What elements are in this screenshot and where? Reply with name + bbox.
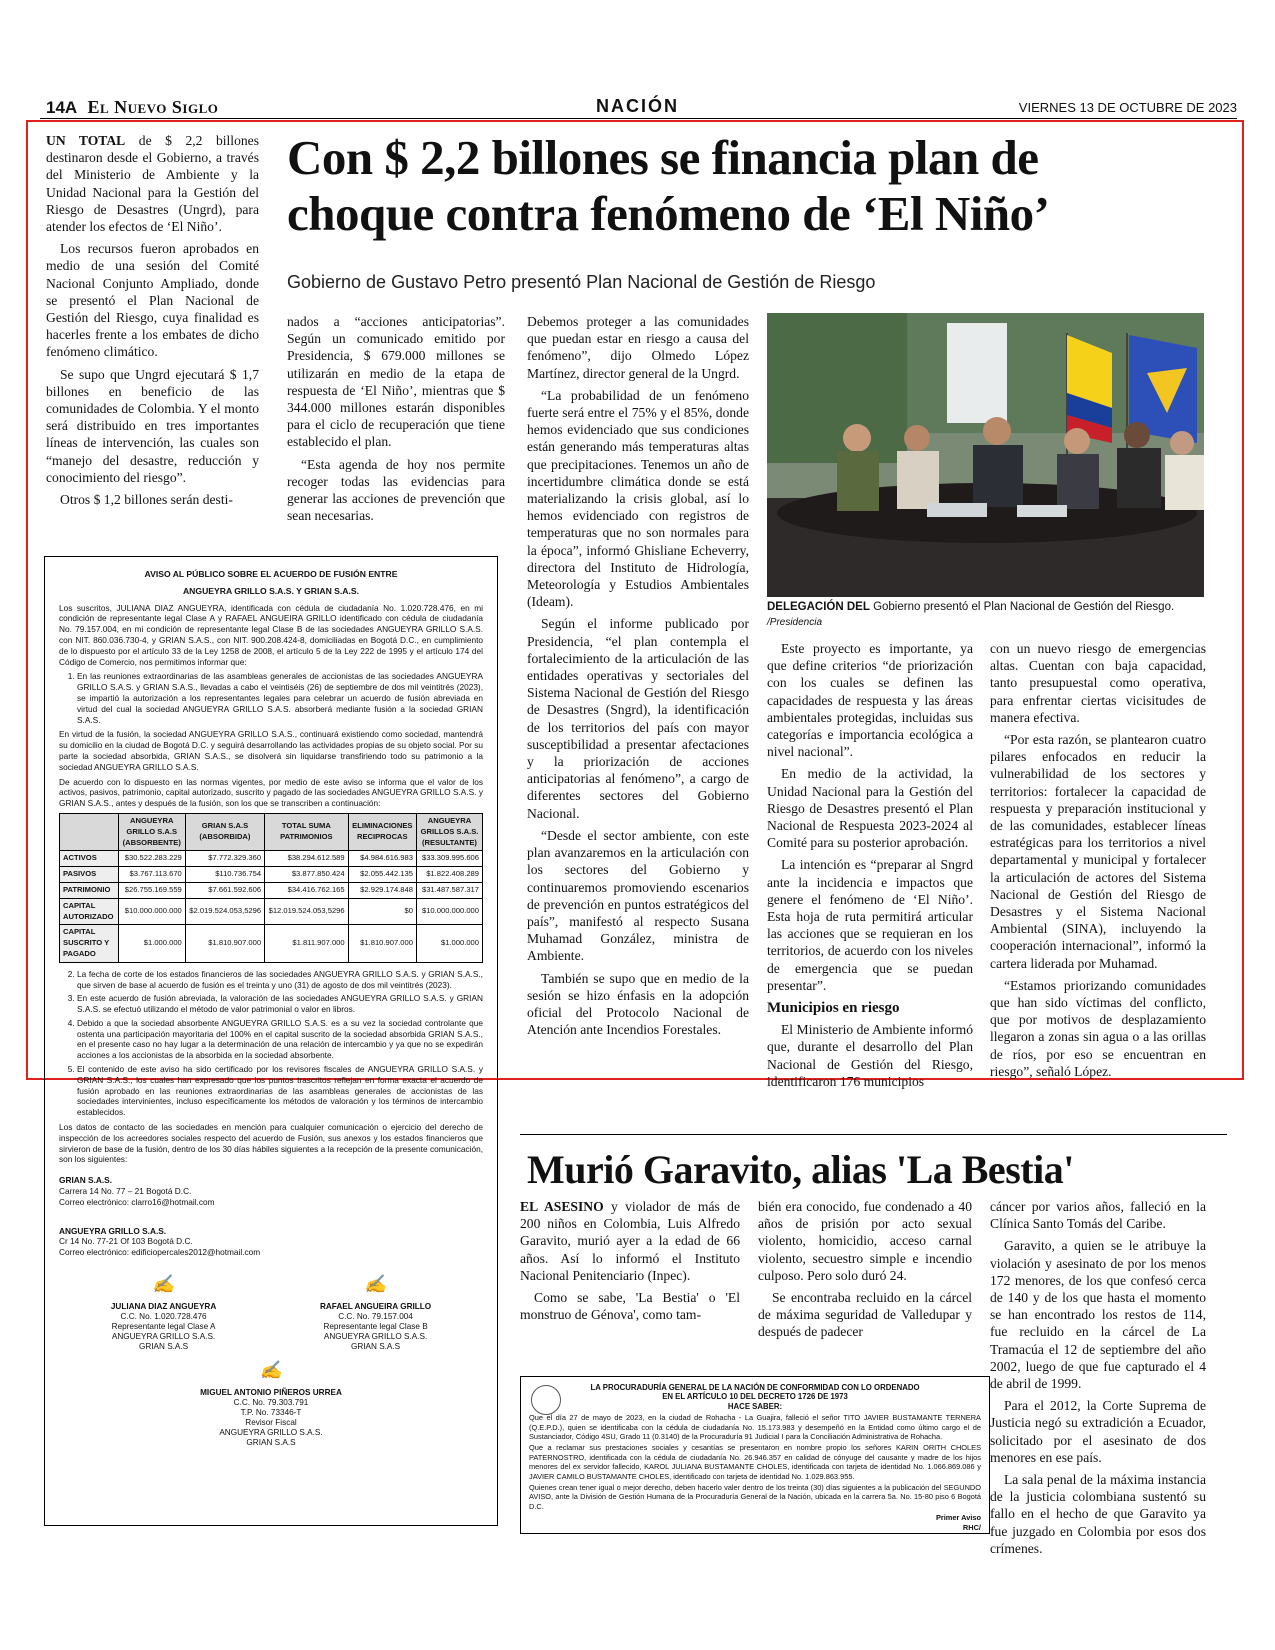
caption-lead: DELEGACIÓN DEL [767, 601, 870, 613]
table-row: CAPITAL AUTORIZADO $10.000.000.000 $2.019.524.053,5296 $12.019.524.053,5296 $0 $10.000.000.000 [60, 898, 483, 925]
proc-paragraph: Quienes crean tener igual o mejor derecho, deben hacerlo valer dentro de los treinta (30) días siguientes a la publicación del SEGUNDO AVISO, ante la División de Gestión Humana de la Procuraduría General de la Nación, ubicada en la carrera 5a. No. 15-80 piso 6 Bogotá D.C. [529, 1483, 981, 1511]
notice-paragraph: En virtud de la fusión, la sociedad ANGUEYRA GRILLO S.A.S., continuará existiendo como sociedad, mantendrá su domicilio en la ciudad de Bogotá D.C. y seguirá desarrollando las actividades propias de su objeto social. Por su parte la sociedad absorbida, GRIAN S.A.S., se disolverá sin liquidarse transfiriendo todo su patrimonio a la sociedad ANGUEYRA GRILLO S.A.S. [59, 729, 483, 772]
signature-block: ✍ MIGUEL ANTONIO PIÑEROS URREA C.C. No. 79.303.791 T.P. No. 73346-T Revisor Fiscal ANGUEYRA GRILLO S.A.S. GRIAN S.A.S [59, 1366, 483, 1448]
paragraph: Debemos proteger a las comunidades que puedan estar en riesgo a causa del fenómeno”, dijo Olmedo López Martínez, director general de la Ungrd. [527, 314, 749, 381]
table-row: PASIVOS $3.767.113.670 $110.736.754 $3.877.850.424 $2.055.442.135 $1.822.408.289 [60, 867, 483, 883]
header-rule [40, 118, 1237, 119]
table-header: ELIMINACIONES RECIPROCAS [348, 813, 416, 850]
signature-mark: ✍ [364, 1274, 387, 1296]
paragraph: UN TOTAL de $ 2,2 billones destinaron desde el Gobierno, a través del Ministerio de Ambiente y la Unidad Nacional para la Gestión del Riesgo de Desastres (Ungrd), para atender los efectos de ‘El Niño’. [46, 133, 259, 235]
bottom-column-1 [520, 1198, 740, 1328]
paragraph: Para el 2012, la Corte Suprema de Justicia negó su extradición a Ecuador, solicitado por el asesinato de dos menores en ese país. [990, 1398, 1206, 1465]
paragraph: Los recursos fueron aprobados en medio de una sesión del Comité Nacional Conjunto Ampliado, donde se presentó el Plan Nacional de Gestión del Riesgo, cuya finalidad es hacerles frente a los embates de dicho fenómeno climático. [46, 241, 259, 360]
masthead: El Nuevo Siglo [87, 97, 219, 117]
paragraph: bién era conocido, fue condenado a 40 años de prisión por acto sexual violento, homicidio, acceso carnal violento, secuestro simple e incendio culposo. Pero solo duró 24. [758, 1199, 972, 1283]
notice-list-1 [59, 671, 483, 725]
paragraph: “Por esta razón, se plantearon cuatro pilares enfocados en reducir la vulnerabilidad de los sectores y territorios: fortalecer la capacidad de respuesta y preparación institucional y de las comunidades, establecer líneas estratégicas para los territorios a nivel departamental y municipal y fortalecer la articulación de actores del Sistema Nacional de Gestión del Riesgo de Desastres y el Sistema Nacional Ambiental (SINA), incluyendo la cooperación internacional”, informó la cartera liderada por Muhamad. [990, 732, 1206, 971]
bottom-column-3 [990, 1198, 1206, 1562]
table-header: ANGUEYRA GRILLO S.A.S (ABSORBENTE) [118, 813, 185, 850]
paragraph: Garavito, a quien se le atribuye la violación y asesinato de por los menos 172 menores, de los que confesó cerca de 140 y de los que hasta el momento se han encontrado los restos de 114, fue recluido en la cárcel de La Tramacúa el 12 de septiembre del año 2002, luego de que fue capturado el 4 de abril de 1999. [990, 1238, 1206, 1392]
paragraph: Otros $ 1,2 billones serán desti- [60, 492, 233, 508]
signature-block: ✍ RAFAEL ANGUEIRA GRILLO C.C. No. 79.157.004 Representante legal Clase B ANGUEYRA GRILLO S.A.S. GRIAN S.A.S [319, 1274, 432, 1352]
bottom-column-2 [758, 1198, 972, 1346]
signature-mark: ✍ [259, 1360, 283, 1382]
paragraph: nados a “acciones anticipatorias”. Según un comunicado emitido por Presidencia, $ 679.000 millones se utilizarán en medio de la etapa de respuesta de ‘El Niño’, mientras que $ 344.000 millones estarán disponibles para el ciclo de recuperación que tiene establecido el plan. [287, 314, 505, 450]
article-column-2 [287, 313, 505, 529]
article-photo [767, 313, 1204, 597]
notice-intro: Los suscritos, JULIANA DIAZ ANGUEYRA, identificada con cédula de ciudadanía No. 1.020.728.476, en mi condición de representante legal Clase A y RAFAEL ANGUEIRA GRILLO identificado con cédula de ciudadanía No. 79.157.004, en mi condición de representante legal Clase B de las sociedades ANGUEYRA GRILLO S.A.S. con NIT. 860.036.730-4, y GRIAN S.A.S., con NIT. 900.208.424-8, domiciliadas en Bogotá D.C., en cumplimiento de lo dispuesto por el artículo 33 de la Ley 1258 de 2008, el artículo 5 de la Ley 222 de 1995 y el artículo 174 del Código de Comercio, nos permitimos informar que: [59, 602, 483, 667]
notice-title-2: ANGUEYRA GRILLO S.A.S. Y GRIAN S.A.S. [182, 585, 360, 596]
merger-notice [44, 556, 498, 1526]
proc-heading: HACE SABER: [727, 1401, 783, 1411]
paragraph: “Estamos priorizando comunidades que han sido víctimas del conflicto, que por motivos de desplazamiento llegaron a zonas sin agua o a las orillas de ríos, por eso se encuentran en riesgo”, señaló López. [990, 977, 1206, 1079]
proc-heading: EN EL ARTÍCULO 10 DEL DECRETO 1726 DE 1973 [662, 1392, 848, 1402]
signature-block: ✍ JULIANA DIAZ ANGUEYRA C.C. No. 1.020.728.476 Representante legal Clase A ANGUEYRA GRILLO S.A.S. GRIAN S.A.S [110, 1274, 217, 1352]
notice-item: 4. Debido a que la sociedad absorbente ANGUEYRA GRILLO S.A.S. es a su vez la sociedad controlante que ostenta una participación mayoritaria del 100% en el capital suscrito de la sociedad absorbida GRIAN S.A.S., en el presente caso no hay lugar a la determinación de una relación de intercambio y ya que no se expedirán acciones a los accionistas de la absorbida en la sociedad absorbente. [77, 1018, 483, 1061]
article-column-1 [46, 132, 259, 513]
paragraph: cáncer por varios años, falleció en la Clínica Santo Tomás del Caribe. [990, 1199, 1206, 1232]
photo-caption: DELEGACIÓN DEL Gobierno presentó el Plan Nacional de Gestión del Riesgo. /Presidencia [767, 601, 1175, 628]
table-row: PATRIMONIO $26.755.169.559 $7.661.592.606 $34.416.762.165 $2.929.174.848 $31.487.587.317 [60, 882, 483, 898]
paragraph: La sala penal de la máxima instancia de la justicia colombiana sustentó su fallo en el hecho de que Garavito ya fue juzgado en Colombia por esos dos crímenes. [990, 1472, 1206, 1556]
table-header: ANGUEYRA GRILLOS S.A.S. (RESULTANTE) [416, 813, 482, 850]
page-number: 14A [46, 98, 78, 117]
table-header: TOTAL SUMA PATRIMONIOS [265, 813, 349, 850]
signatures-row [59, 1274, 483, 1352]
article-title: Con $ 2,2 billones se financia plan de choque contra fenómeno de ‘El Niño’ [287, 130, 1050, 241]
subheading: Municipios en riesgo [767, 1000, 900, 1017]
section-rule [520, 1134, 1227, 1135]
paragraph: “La probabilidad de un fenómeno fuerte será entre el 75% y el 85%, donde hemos evidenciado que sus condiciones están generando más temperaturas altas que precipitaciones. Tenemos un año de incertidumbre climática donde se está materializando la crisis global, así lo hemos evidenciado con registros de temperaturas que no son normales para la época”, informó Ghisliane Echeverry, directora del Instituto de Hidrología, Meteorología y Estudios Ambientales (Ideam). [527, 387, 749, 610]
article-column-3 [527, 313, 749, 1043]
issue-date: VIERNES 13 DE OCTUBRE DE 2023 [1018, 100, 1237, 115]
contact-angueyra: ANGUEYRA GRILLO S.A.S. Cr 14 No. 77-21 Of 103 Bogotá D.C. Correo electrónico: edificiopercales2012@hotmail.com [59, 1225, 261, 1258]
paragraph: “Esta agenda de hoy nos permite recoger todas las evidencias para generar las acciones de prevención que sean necesarias. [287, 456, 505, 524]
bottom-article-title: Murió Garavito, alias 'La Bestia' [527, 1147, 1074, 1192]
table-header: GRIAN S.A.S (ABSORBIDA) [185, 813, 264, 850]
proc-heading: LA PROCURADURÍA GENERAL DE LA NACIÓN DE CONFORMIDAD CON LO ORDENADO [590, 1383, 920, 1392]
article-subtitle: Gobierno de Gustavo Petro presentó Plan Nacional de Gestión de Riesgo [287, 272, 876, 292]
financial-table [59, 813, 483, 963]
paragraph: En medio de la actividad, la Unidad Nacional para la Gestión del Riesgo de Desastres presentó el Plan Nacional de Respuesta 2023-2024 al Comité para su posterior aprobación. [767, 766, 973, 851]
photo-credit: /Presidencia [767, 617, 823, 628]
proc-paragraph: Que el día 27 de mayo de 2023, en la ciudad de Rohacha - La Guajira, falleció el señor TITO JAVIER BUSTAMANTE TERNERA (Q.E.P.D.), quien se identificaba con la cédula de ciudadanía No. 15.173.983 y desempeñó en la Entidad como último cargo el de Sustanciador, Código 4SU, Grado 11 (0.3140) de la Procuraduría 91 Judicial I para la Conciliación Administrativa de Rohacha. [529, 1413, 981, 1442]
table-row: CAPITAL SUSCRITO Y PAGADO $1.000.000 $1.810.907.000 $1.811.907.000 $1.810.907.000 $1.000.000 [60, 925, 483, 962]
paragraph: con un nuevo riesgo de emergencias altas. Cuentan con baja capacidad, tanto presupuestal como operativa, para enfrentar ciertas vicisitudes de manera efectiva. [990, 641, 1206, 725]
paragraph: Según el informe publicado por Presidencia, “el plan contempla el fortalecimiento de la articulación de las entidades operativas y sectoriales del Sistema Nacional de Gestión del Riesgo de Desastres (Sngrd), la identificación de los territorios del país con mayor susceptibilidad a presentar afectaciones y la priorización de acciones anticipatorias al fenómeno”, a cargo de diferentes sectores del Gobierno Nacional. [527, 616, 749, 821]
paragraph: Este proyecto es importante, ya que define criterios “de priorización con los cuales se definen las capacidades de respuesta y las áreas ambientales protegidas, incluidas sus categorías e importancia ecológica a nivel nacional”. [767, 641, 973, 760]
notice-paragraph: De acuerdo con lo dispuesto en las normas vigentes, por medio de este aviso se informa que el valor de los activos, pasivos, patrimonio, capital autorizado, suscrito y pagado de las sociedades ANGUEYRA GRILLO S.A.S. y GRIAN S.A.S., antes y después de la fusión, son los que se transcriben a continuación: [59, 776, 483, 809]
paragraph: Se supo que Ungrd ejecutará $ 1,7 billones en beneficio de las comunidades de Colombia. Y el monto será distribuido en tres importantes líneas de intervención, las cuales son “manejo del desastre, reducción y conocimiento del riesgo”. [46, 366, 259, 485]
section-name: NACIÓN [596, 96, 679, 116]
notice-paragraph: Los datos de contacto de las sociedades en mención para cualquier comunicación o ejercicio del derecho de inspección de los acreedores sociales respecto del acuerdo de Fusión, sus anexos y los estados financieros que sirvieron de base de la fusión, dentro de los 30 días hábiles siguientes a la recepción de la presente comunicación, son los siguientes: [59, 1122, 483, 1165]
lead-in: UN TOTAL [46, 133, 126, 148]
paragraph: La intención es “preparar al Sngrd ante la incidencia e impactos que genere el fenómeno de ‘El Niño’. Esta hoja de ruta permitirá articular las acciones que se requieran en los territorios, de acuerdo con los niveles de emergencia que se puedan presentar”. [767, 857, 973, 993]
paragraph: Como se sabe, 'La Bestia' o 'El monstruo de Génova', como tam- [520, 1290, 740, 1323]
emblem-icon [531, 1385, 561, 1415]
table-row: ACTIVOS $30.522.283.229 $7.772.329.360 $38.294.612.589 $4.984.616.983 $33.309.995.606 [60, 851, 483, 867]
notice-list-2 [59, 969, 483, 1118]
paragraph: También se supo que en medio de la sesión se hizo énfasis en la adopción oficial del Protocolo Nacional de Atención ante Incendios Forestales. [527, 970, 749, 1038]
paragraph: EL ASESINO y violador de más de 200 niños en Colombia, Luis Alfredo Garavito, murió ayer a la edad de 66 años. Así lo informó el Instituto Nacional Penitenciario (Inpec). [520, 1199, 740, 1283]
proc-paragraph: Que a reclamar sus prestaciones sociales y cesantías se presentaron en nombre propio los señores KARIN ORITH CHOLES PATERNOSTRO, identificada con la cédula de ciudadanía No. 26.946.357 en calidad de cónyuge del causante y madre de los hijos menores del ex servidor fallecido, KAROL JULIANA BUSTAMANTE CHOLES, identificada con tarjeta de identidad No. 1.066.869.086 y JAVIER CAMILO BUSTAMANTE CHOLES, identificado con tarjeta de identidad No. 1.029.863.955. [529, 1443, 981, 1481]
notice-item: 5. El contenido de este aviso ha sido certificado por los revisores fiscales de ANGUEYRA GRILLO S.A.S. y GRIAN S.A.S., los cuales han expresado que los puntos trascritos reflejan en forma exacta el acuerdo de fusión aprobado en las reuniones extraordinarias de las asambleas generales de accionistas de las sociedades intervinientes, incluso específicamente los métodos de valoración y los términos de intercambio establecidos. [77, 1064, 483, 1118]
notice-item: 3. En este acuerdo de fusión abreviada, la valoración de las sociedades ANGUEYRA GRILLO S.A.S. y GRIAN S.A.S. se efectuó utilizando el método de valor patrimonial o valor en libros. [77, 993, 483, 1015]
procuraduria-notice [520, 1376, 990, 1534]
signature-mark: ✍ [152, 1274, 175, 1296]
article-column-4 [767, 640, 973, 1095]
lead-in: EL ASESINO [520, 1199, 604, 1214]
table-header [60, 813, 119, 850]
notice-item: 1. En las reuniones extraordinarias de las asambleas generales de accionistas de las sociedades ANGUEYRA GRILLO S.A.S. y GRIAN S.A.S., llevadas a cabo el veintiséis (26) de septiembre de dos mil veintitrés (2023), se impartió la autorización a los representantes legales para celebrar un acuerdo de fusión abreviada en virtud del cual la sociedad ANGUEYRA GRILLO S.A.S. absorberá mediante fusión a la sociedad GRIAN S.A.S. [77, 671, 483, 725]
proc-footer: Primer Aviso RHC/ [935, 1513, 981, 1532]
notice-item: 2. La fecha de corte de los estados financieros de las sociedades ANGUEYRA GRILLO S.A.S. y GRIAN S.A.S., que sirven de base al acuerdo de fusión es el treinta y uno (31) de agosto de dos mil veintitrés (2023). [77, 969, 483, 991]
notice-title-1: AVISO AL PÚBLICO SOBRE EL ACUERDO DE FUSIÓN ENTRE [144, 569, 398, 579]
paragraph: Se encontraba recluido en la cárcel de máxima seguridad de Valledupar y después de padecer [758, 1290, 972, 1340]
contact-grian: GRIAN S.A.S. Carrera 14 No. 77 – 21 Bogotá D.C. Correo electrónico: clarro16@hotmail.com [59, 1175, 215, 1207]
article-column-5 [990, 640, 1206, 1085]
paragraph: “Desde el sector ambiente, con este plan avanzaremos en la articulación con los sectores del Gobierno y continuaremos promoviendo escenarios de prevención en puntos estratégicos del país”, manifestó al respecto Susana Muhamad González, ministra de Ambiente. [527, 827, 749, 964]
paragraph: El Ministerio de Ambiente informó que, durante el desarrollo del Plan Nacional de Gestión del Riesgo, identificaron 176 municipios [767, 1022, 973, 1089]
